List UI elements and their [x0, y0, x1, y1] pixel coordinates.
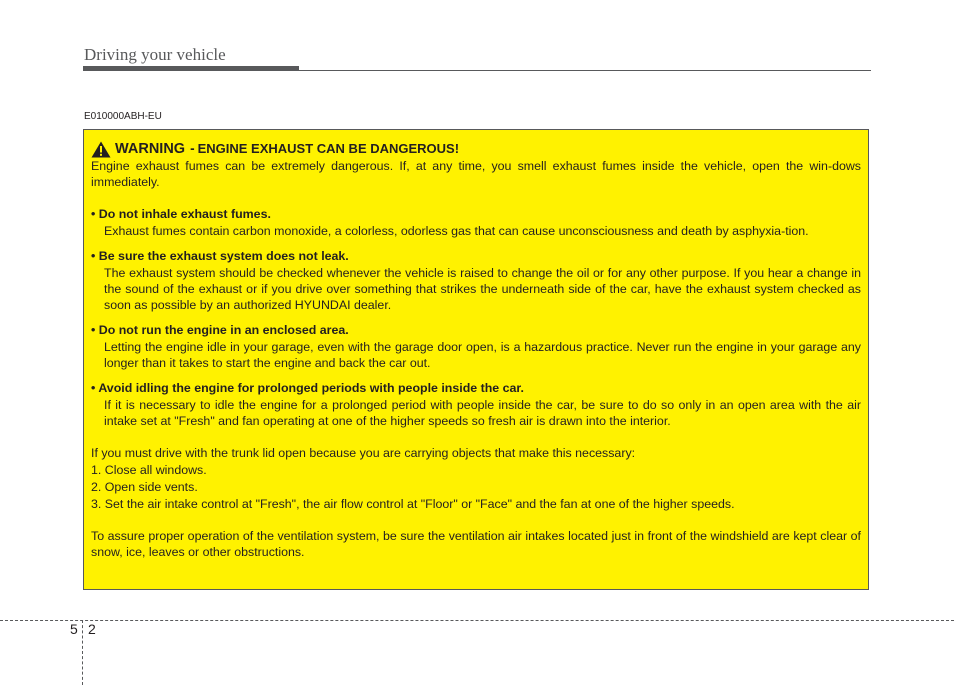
- bullet-title: • Do not run the engine in an enclosed area.: [91, 323, 349, 337]
- warning-box: [83, 129, 869, 590]
- bullet-item: [91, 322, 861, 371]
- page-header-title: Driving your vehicle: [84, 45, 226, 64]
- trunk-intro: If you must drive with the trunk lid open because you are carrying objects that make this necessary:: [91, 446, 636, 460]
- document-code: E010000ABH-EU: [84, 111, 162, 122]
- header-rule: [83, 70, 871, 71]
- page-chapter-number: 5: [70, 621, 78, 637]
- bullet-body: Exhaust fumes contain carbon monoxide, a colorless, odorless gas that can cause unconsciousness and death by asphyxia-tion.: [104, 224, 809, 238]
- trunk-step: 2. Open side vents.: [91, 480, 198, 494]
- bullet-body: The exhaust system should be checked whenever the vehicle is raised to change the oil or for any other purpose. If you hear a change in the sound of the exhaust or if you drive over something that strikes the underneath side of the car, have the exhaust system checked as soon as possible by an authorized HYUNDAI dealer.: [104, 266, 861, 312]
- warning-title: ENGINE EXHAUST CAN BE DANGEROUS!: [197, 141, 460, 156]
- bullet-item: [91, 206, 861, 239]
- closing-paragraph: To assure proper operation of the ventilation system, be sure the ventilation air intakes located just in front of the windshield are kept clear of snow, ice, leaves or other obstructions.: [91, 529, 861, 559]
- page-number: 2: [88, 621, 96, 637]
- warning-intro: Engine exhaust fumes can be extremely dangerous. If, at any time, you smell exhaust fumes inside the vehicle, open the win-dows immediately.: [91, 159, 861, 189]
- bullet-title: • Be sure the exhaust system does not leak.: [91, 249, 349, 263]
- warning-separator: -: [190, 141, 195, 156]
- bullet-body: If it is necessary to idle the engine for a prolonged period with people inside the car, be sure to do so only in an open area with the air intake set at "Fresh" and fan operating at one of the higher speeds so fresh air is drawn into the interior.: [104, 398, 861, 428]
- bullet-body: Letting the engine idle in your garage, even with the garage door open, is a hazardous practice. Never run the engine in your garage any longer than it takes to start the engine and back the car out.: [104, 340, 861, 370]
- trunk-step: 3. Set the air intake control at "Fresh", the air flow control at "Floor" or "Face" and the fan at one of the higher speeds.: [91, 497, 735, 511]
- bullet-item: [91, 380, 861, 429]
- bullet-item: [91, 248, 861, 313]
- warning-heading: [91, 141, 861, 157]
- bullet-title: • Do not inhale exhaust fumes.: [91, 207, 271, 221]
- footer-divider: [82, 620, 83, 685]
- footer-rule: [0, 620, 954, 621]
- bullet-title: • Avoid idling the engine for prolonged periods with people inside the car.: [91, 381, 524, 395]
- trunk-step: 1. Close all windows.: [91, 463, 207, 477]
- warning-triangle-icon: [91, 141, 111, 158]
- warning-label: WARNING: [115, 141, 186, 157]
